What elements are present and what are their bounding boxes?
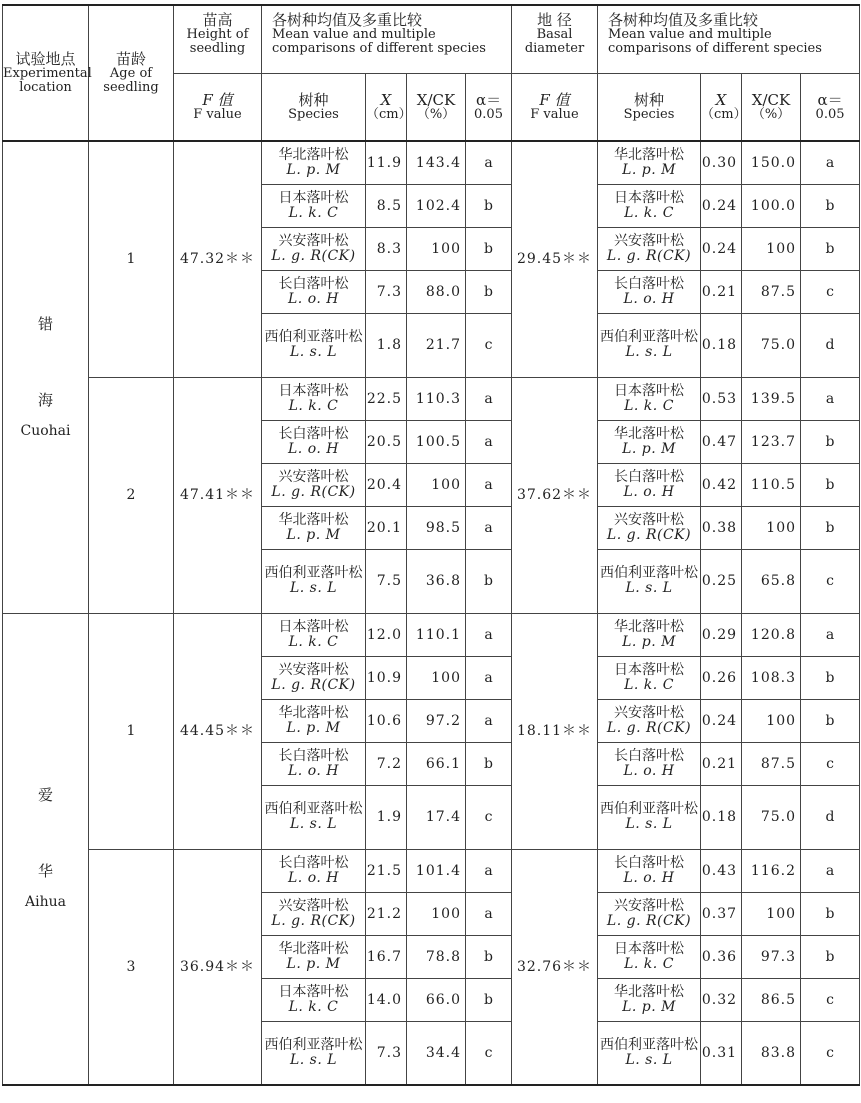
height-species: 长白落叶松 L. o. H [262,420,366,463]
diameter-mean: 0.18 [701,313,742,377]
diameter-species: 长白落叶松 L. o. H [598,849,701,892]
diameter-mean: 0.31 [701,1021,742,1085]
height-ratio: 36.8 [407,549,466,613]
height-mean: 20.4 [366,463,407,506]
height-species: 长白落叶松 L. o. H [262,742,366,785]
height-mean: 12.0 [366,613,407,656]
header-diameter: 地 径 Basal diameter [512,5,598,73]
diameter-mean: 0.42 [701,463,742,506]
diameter-ratio: 116.2 [742,849,801,892]
diameter-mean: 0.38 [701,506,742,549]
diameter-letter: b [801,656,860,699]
height-letter: c [466,1021,512,1085]
diameter-mean: 0.21 [701,742,742,785]
height-species: 华北落叶松 L. p. M [262,141,366,184]
header-height-mean: 各树种均值及多重比较 Mean value and multiple comparisons of different species [262,5,512,73]
height-species: 西伯利亚落叶松 L. s. L [262,549,366,613]
diameter-species: 长白落叶松 L. o. H [598,742,701,785]
diameter-species: 兴安落叶松 L. g. R(CK) [598,699,701,742]
header-height: 苗高 Height of seedling [174,5,262,73]
age-cell: 2 [89,377,174,613]
diameter-mean: 0.30 [701,141,742,184]
height-mean: 22.5 [366,377,407,420]
diameter-letter: b [801,463,860,506]
table-row [3,141,860,184]
height-ratio: 97.2 [407,699,466,742]
diameter-f-value: 29.45＊＊ [512,141,598,377]
table-row [3,613,860,656]
diameter-letter: c [801,742,860,785]
height-f-value: 36.94＊＊ [174,849,262,1085]
diameter-mean: 0.43 [701,849,742,892]
height-f-value: 47.32＊＊ [174,141,262,377]
height-f-value: 47.41＊＊ [174,377,262,613]
height-mean: 7.3 [366,1021,407,1085]
diameter-mean: 0.24 [701,184,742,227]
diameter-ratio: 108.3 [742,656,801,699]
height-letter: b [466,227,512,270]
height-mean: 21.5 [366,849,407,892]
diameter-letter: b [801,420,860,463]
age-cell: 1 [89,613,174,849]
diameter-ratio: 100 [742,892,801,935]
diameter-ratio: 139.5 [742,377,801,420]
diameter-letter: b [801,892,860,935]
diameter-species: 兴安落叶松 L. g. R(CK) [598,892,701,935]
diameter-species: 兴安落叶松 L. g. R(CK) [598,227,701,270]
diameter-mean: 0.25 [701,549,742,613]
age-cell: 1 [89,141,174,377]
header-species-h: 树种 Species [262,73,366,141]
diameter-ratio: 150.0 [742,141,801,184]
diameter-letter: b [801,699,860,742]
diameter-mean: 0.18 [701,785,742,849]
diameter-letter: c [801,270,860,313]
height-letter: a [466,420,512,463]
diameter-letter: d [801,785,860,849]
height-mean: 11.9 [366,141,407,184]
header-height-f: F 值 F value [174,73,262,141]
height-ratio: 100 [407,227,466,270]
height-species: 兴安落叶松 L. g. R(CK) [262,892,366,935]
diameter-ratio: 75.0 [742,785,801,849]
height-species: 长白落叶松 L. o. H [262,849,366,892]
diameter-ratio: 110.5 [742,463,801,506]
table-row [3,849,860,892]
height-ratio: 143.4 [407,141,466,184]
location-name-cn-1: 爱 [37,786,53,805]
diameter-ratio: 75.0 [742,313,801,377]
diameter-species: 日本落叶松 L. k. C [598,377,701,420]
header-ratio-h: X/CK （%） [407,73,466,141]
height-species: 华北落叶松 L. p. M [262,699,366,742]
height-mean: 20.1 [366,506,407,549]
header-ratio-d: X/CK （%） [742,73,801,141]
height-f-value: 44.45＊＊ [174,613,262,849]
location-cell [3,141,89,613]
diameter-species: 日本落叶松 L. k. C [598,656,701,699]
diameter-species: 华北落叶松 L. p. M [598,141,701,184]
diameter-letter: c [801,1021,860,1085]
diameter-ratio: 97.3 [742,935,801,978]
height-ratio: 21.7 [407,313,466,377]
diameter-species: 西伯利亚落叶松 L. s. L [598,785,701,849]
height-ratio: 98.5 [407,506,466,549]
height-letter: b [466,935,512,978]
height-ratio: 100 [407,656,466,699]
diameter-species: 华北落叶松 L. p. M [598,420,701,463]
table-row [3,377,860,420]
height-mean: 7.3 [366,270,407,313]
diameter-mean: 0.29 [701,613,742,656]
diameter-letter: c [801,549,860,613]
diameter-species: 日本落叶松 L. k. C [598,184,701,227]
header-alpha-h: α＝ 0.05 [466,73,512,141]
height-species: 华北落叶松 L. p. M [262,506,366,549]
height-letter: a [466,699,512,742]
location-name-cn-2: 华 [37,862,53,881]
height-ratio: 100 [407,463,466,506]
diameter-letter: d [801,313,860,377]
diameter-ratio: 86.5 [742,978,801,1021]
height-species: 长白落叶松 L. o. H [262,270,366,313]
diameter-ratio: 100 [742,699,801,742]
diameter-mean: 0.37 [701,892,742,935]
diameter-ratio: 100 [742,506,801,549]
height-letter: b [466,270,512,313]
diameter-mean: 0.47 [701,420,742,463]
height-letter: a [466,849,512,892]
header-x-d: X （cm） [701,73,742,141]
diameter-letter: b [801,506,860,549]
diameter-ratio: 87.5 [742,270,801,313]
diameter-species: 兴安落叶松 L. g. R(CK) [598,506,701,549]
height-species: 华北落叶松 L. p. M [262,935,366,978]
height-ratio: 66.1 [407,742,466,785]
diameter-species: 华北落叶松 L. p. M [598,613,701,656]
diameter-species: 西伯利亚落叶松 L. s. L [598,549,701,613]
height-mean: 8.5 [366,184,407,227]
height-letter: c [466,313,512,377]
diameter-f-value: 37.62＊＊ [512,377,598,613]
diameter-species: 西伯利亚落叶松 L. s. L [598,313,701,377]
data-table [2,4,860,1086]
height-mean: 16.7 [366,935,407,978]
height-ratio: 100 [407,892,466,935]
height-species: 西伯利亚落叶松 L. s. L [262,1021,366,1085]
height-mean: 14.0 [366,978,407,1021]
location-name-cn-1: 错 [37,314,53,333]
height-letter: b [466,549,512,613]
diameter-letter: b [801,184,860,227]
diameter-ratio: 65.8 [742,549,801,613]
diameter-mean: 0.36 [701,935,742,978]
height-ratio: 102.4 [407,184,466,227]
age-cell: 3 [89,849,174,1085]
height-letter: a [466,506,512,549]
location-name-en: Aihua [25,894,66,911]
height-ratio: 88.0 [407,270,466,313]
height-mean: 7.2 [366,742,407,785]
height-species: 兴安落叶松 L. g. R(CK) [262,227,366,270]
height-mean: 8.3 [366,227,407,270]
diameter-species: 长白落叶松 L. o. H [598,463,701,506]
table-body [3,141,860,1085]
diameter-letter: b [801,227,860,270]
diameter-mean: 0.21 [701,270,742,313]
diameter-species: 长白落叶松 L. o. H [598,270,701,313]
height-mean: 1.8 [366,313,407,377]
height-ratio: 110.1 [407,613,466,656]
diameter-letter: a [801,849,860,892]
height-species: 兴安落叶松 L. g. R(CK) [262,463,366,506]
height-mean: 20.5 [366,420,407,463]
diameter-ratio: 123.7 [742,420,801,463]
height-mean: 21.2 [366,892,407,935]
header-diameter-f: F 值 F value [512,73,598,141]
height-species: 日本落叶松 L. k. C [262,978,366,1021]
height-species: 兴安落叶松 L. g. R(CK) [262,656,366,699]
height-species: 西伯利亚落叶松 L. s. L [262,785,366,849]
height-letter: a [466,141,512,184]
diameter-species: 华北落叶松 L. p. M [598,978,701,1021]
header-alpha-d: α＝ 0.05 [801,73,860,141]
diameter-ratio: 83.8 [742,1021,801,1085]
height-mean: 7.5 [366,549,407,613]
height-letter: b [466,978,512,1021]
location-name-cn-2: 海 [37,390,53,409]
header-location: 试验地点 Experimental location [3,5,89,141]
diameter-ratio: 87.5 [742,742,801,785]
height-mean: 10.9 [366,656,407,699]
height-letter: b [466,184,512,227]
height-species: 日本落叶松 L. k. C [262,613,366,656]
diameter-mean: 0.26 [701,656,742,699]
diameter-mean: 0.24 [701,227,742,270]
height-mean: 10.6 [366,699,407,742]
height-ratio: 34.4 [407,1021,466,1085]
diameter-ratio: 100.0 [742,184,801,227]
height-letter: a [466,613,512,656]
height-ratio: 66.0 [407,978,466,1021]
diameter-letter: c [801,978,860,1021]
height-ratio: 78.8 [407,935,466,978]
height-species: 日本落叶松 L. k. C [262,184,366,227]
header-age: 苗龄 Age of seedling [89,5,174,141]
diameter-f-value: 18.11＊＊ [512,613,598,849]
height-ratio: 101.4 [407,849,466,892]
diameter-letter: a [801,613,860,656]
height-letter: b [466,742,512,785]
height-letter: a [466,377,512,420]
diameter-letter: b [801,935,860,978]
height-species: 日本落叶松 L. k. C [262,377,366,420]
diameter-f-value: 32.76＊＊ [512,849,598,1085]
diameter-species: 西伯利亚落叶松 L. s. L [598,1021,701,1085]
header-species-d: 树种 Species [598,73,701,141]
diameter-mean: 0.53 [701,377,742,420]
location-cell [3,613,89,1085]
height-letter: a [466,892,512,935]
location-name-en: Cuohai [20,422,71,439]
diameter-letter: a [801,141,860,184]
diameter-species: 日本落叶松 L. k. C [598,935,701,978]
height-ratio: 100.5 [407,420,466,463]
diameter-mean: 0.32 [701,978,742,1021]
diameter-ratio: 100 [742,227,801,270]
height-ratio: 17.4 [407,785,466,849]
header-diameter-mean: 各树种均值及多重比较 Mean value and multiple comparisons of different species [598,5,860,73]
height-ratio: 110.3 [407,377,466,420]
diameter-mean: 0.24 [701,699,742,742]
height-mean: 1.9 [366,785,407,849]
height-letter: a [466,463,512,506]
diameter-letter: a [801,377,860,420]
height-letter: a [466,656,512,699]
height-letter: c [466,785,512,849]
height-species: 西伯利亚落叶松 L. s. L [262,313,366,377]
diameter-ratio: 120.8 [742,613,801,656]
header-x-h: X （cm） [366,73,407,141]
